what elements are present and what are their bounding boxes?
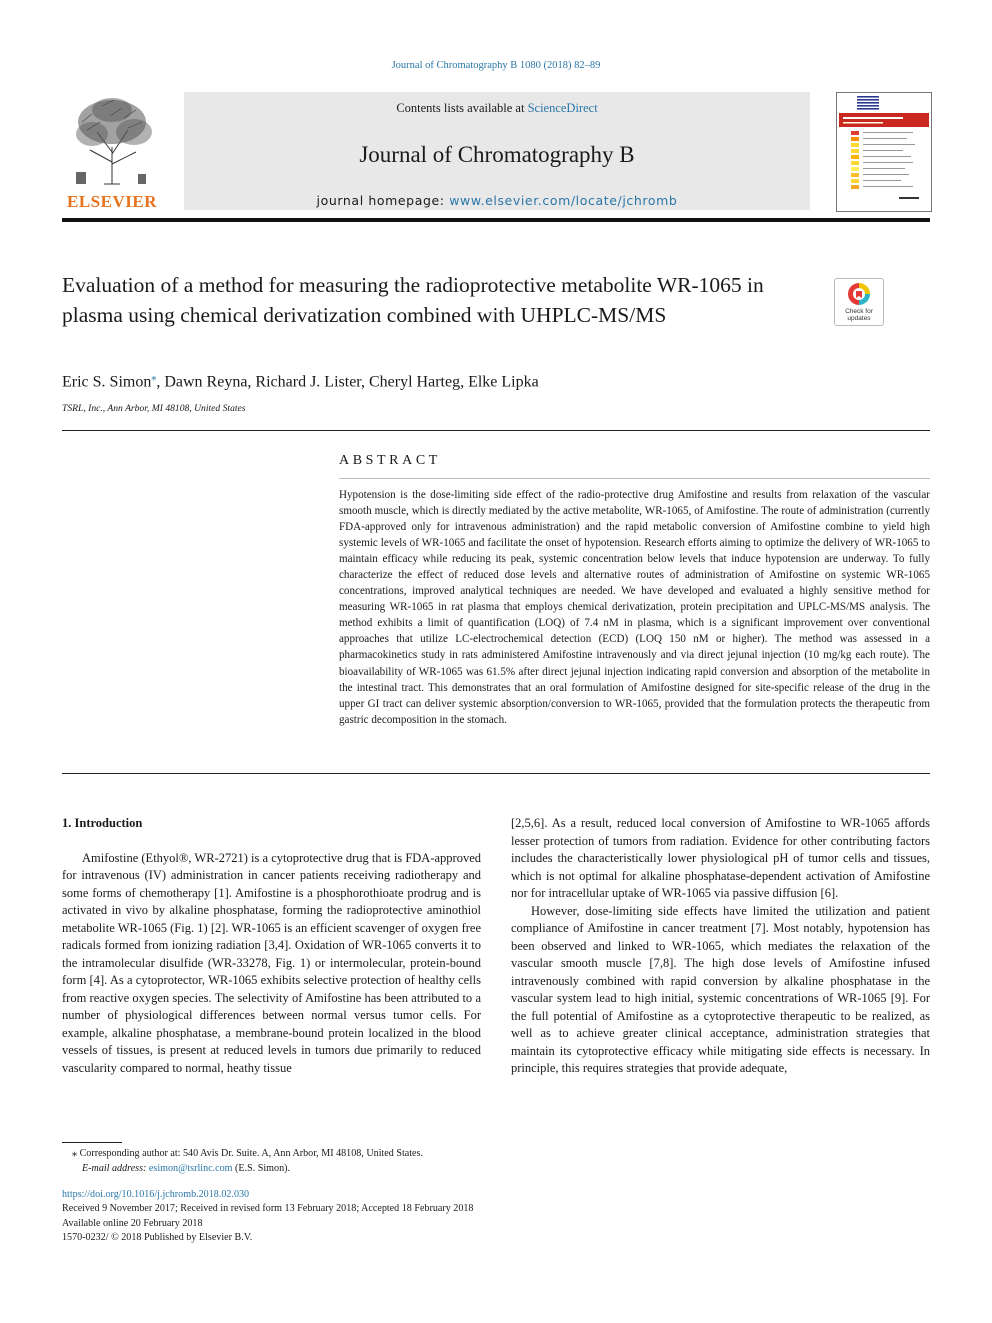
- section-rule: [62, 773, 930, 774]
- abstract-rule: [339, 478, 930, 479]
- contents-prefix: Contents lists available at: [396, 101, 528, 115]
- crossmark-label-2: updates: [847, 315, 871, 322]
- journal-header: [62, 92, 930, 212]
- check-for-updates-badge[interactable]: [834, 278, 884, 326]
- sciencedirect-link[interactable]: ScienceDirect: [527, 101, 598, 115]
- paragraph: Amifostine (Ethyol®, WR-2721) is a cytoprotective drug that is FDA-approved for intravenous (IV) administration in cancer patients receiving radiotherapy and some forms of chemotherapy [1]. Amifostine is a phosphorothioate prodrug and is activated in vivo by alkaline phosphatase, forming the radioprotective aminothiol metabolite WR-1065 (Fig. 1) [2]. WR-1065 is an efficient scavenger of oxygen free radicals formed from ionizing radiation [3,4]. Oxidation of WR-1065 converts it to the intramolecular disulfide (WR-33278, Fig. 1) or intermolecular, protein-bound form [4]. As a cytoprotector, WR-1065 exhibits selective protection of healthy cells from reactive oxygen species. The selectivity of Amifostine has been attributed to a number of physiological differences between normal versus tumor cells. For example, alkaline phosphatase, a membrane-bound protein localized in the blood vessels of tissues, is present at reduced levels in tumors due primarily to reduced vascularity compared to normal, heathy tissue: [62, 850, 481, 1075]
- elsevier-tree-logo: [62, 92, 162, 212]
- header-rule: [62, 218, 930, 222]
- author-list: [62, 372, 539, 391]
- crossmark-icon: [835, 279, 883, 325]
- journal-cover-thumbnail[interactable]: [836, 92, 932, 212]
- journal-title: Journal of Chromatography B: [359, 142, 635, 167]
- contents-available-line: [184, 101, 810, 116]
- received-dates: Received 9 November 2017; Received in revised form 13 February 2018; Accepted 18 February 2018: [62, 1203, 474, 1214]
- elsevier-tree-icon: [62, 92, 162, 192]
- journal-homepage-line: [184, 193, 810, 208]
- body-column-left: [62, 815, 481, 1077]
- footnote-rule: [62, 1142, 122, 1143]
- first-author: Eric S. Simon: [62, 373, 152, 391]
- crossmark-label-1: Check for: [845, 308, 873, 315]
- homepage-prefix: journal homepage:: [316, 193, 450, 208]
- body-column-right: [511, 815, 930, 1078]
- other-authors: , Dawn Reyna, Richard J. Lister, Cheryl Harteg, Elke Lipka: [156, 373, 539, 391]
- section-rule: [62, 430, 930, 431]
- email-footnote: [82, 1161, 502, 1176]
- email-suffix: (E.S. Simon).: [232, 1163, 290, 1174]
- article-title: Evaluation of a method for measuring the radioprotective metabolite WR-1065 in plasma using chemical derivatization combined with UHPLC-MS/MS: [62, 273, 764, 327]
- abstract-text: Hypotension is the dose-limiting side effect of the radio-protective drug Amifostine and results from relaxation of the vascular smooth muscle, which is directly mediated by the active metabolite, WR-1065, of Amifostine. The route of administration (currently FDA-approved only for intravenous administration) and the rapid metabolic conversion of Amifostine combine to yield high systemic levels of WR-1065 and facilitate the onset of hypotension. Research efforts aiming to optimize the delivery of WR-1065 to maintain efficacy while reducing its peak, systemic concentration below levels that induce hypotension are underway. To fully characterize the effect of reduced dose levels and alternative routes of administration of Amifostine on systemic WR-1065 concentrations, improved analytical techniques are needed. We have developed and evaluated a highly sensitive method for measuring WR-1065 in rat plasma that employs chemical derivatization, protein precipitation and UPLC-MS/MS analysis. The method exhibits a limit of quantification (LOQ) of 7.4 nM in plasma, which is a significant improvement over conventional approaches that utilize LC-electrochemical detection (ECD) (LOQ 150 nM or higher). The method was assessed in a pharmacokinetics study in rats administered Amifostine intravenously and via direct jejunal injection (10 mg/kg each route). The bioavailability of WR-1065 was 61.5% after direct jejunal injection indicating rapid conversion and absorption of the metabolite in the intestinal tract. This demonstrates that an oral formulation of Amifostine designed for site-specific release of the drug in the upper GI tract can deliver systemic absorption/conversion to WR-1065, provided that the formulation protects the therapeutic from gastric decomposition in the stomach.: [339, 489, 930, 726]
- available-online-date: Available online 20 February 2018: [62, 1218, 203, 1229]
- corresponding-author-marker[interactable]: ⁎: [151, 372, 157, 383]
- email-label: E-mail address:: [82, 1163, 149, 1174]
- abstract-heading: ABSTRACT: [339, 453, 441, 468]
- homepage-link[interactable]: www.elsevier.com/locate/jchromb: [449, 193, 678, 208]
- paragraph: [2,5,6]. As a result, reduced local conversion of Amifostine to WR-1065 affords lesser protection of tumors from radiation. Evidence for other contributing factors includes the characteristically lower physiological pH of tumor cells and tissues, which is not optimal for alkaline phosphatase-dependent activation of Amifostine nor for intracellular uptake of WR-1065 via passive diffusion [6].: [511, 816, 930, 900]
- affiliation: TSRL, Inc., Ann Arbor, MI 48108, United States: [62, 403, 246, 414]
- journal-banner: [184, 92, 810, 210]
- journal-reference-link[interactable]: Journal of Chromatography B 1080 (2018) 82–89: [391, 60, 601, 71]
- elsevier-wordmark: ELSEVIER: [67, 192, 157, 211]
- email-link[interactable]: esimon@tsrlinc.com: [148, 1163, 233, 1174]
- journal-cover-image: [837, 93, 931, 211]
- paragraph: However, dose-limiting side effects have limited the utilization and patient compliance of Amifostine in cancer treatment [7]. Most notably, hypotension has been observed and linked to WR-1065, which mediates the relaxation of the vascular smooth muscle [7,8]. The high dose levels of Amifostine infused intravenously combined with rapid conversion by alkaline phosphatase in the vascular system lead to high initial, systemic concentrations of WR-1065 [9]. For the full potential of Amifostine as a cytoprotective therapeutic to be realized, as well as to achieve greater clinical acceptance, administration strategies that maintain its cytoprotective efficacy while mitigating side effects is necessary. In principle, this requires strategies that provide adequate,: [511, 903, 930, 1075]
- issn-copyright: 1570-0232/ © 2018 Published by Elsevier B.V.: [62, 1232, 253, 1243]
- doi-link[interactable]: https://doi.org/10.1016/j.jchromb.2018.02.030: [62, 1189, 250, 1200]
- corresponding-author-footnote: ⁎ Corresponding author at: 540 Avis Dr. Suite. A, Ann Arbor, MI 48108, United States.: [72, 1148, 423, 1159]
- section-heading-introduction: 1. Introduction: [62, 816, 143, 830]
